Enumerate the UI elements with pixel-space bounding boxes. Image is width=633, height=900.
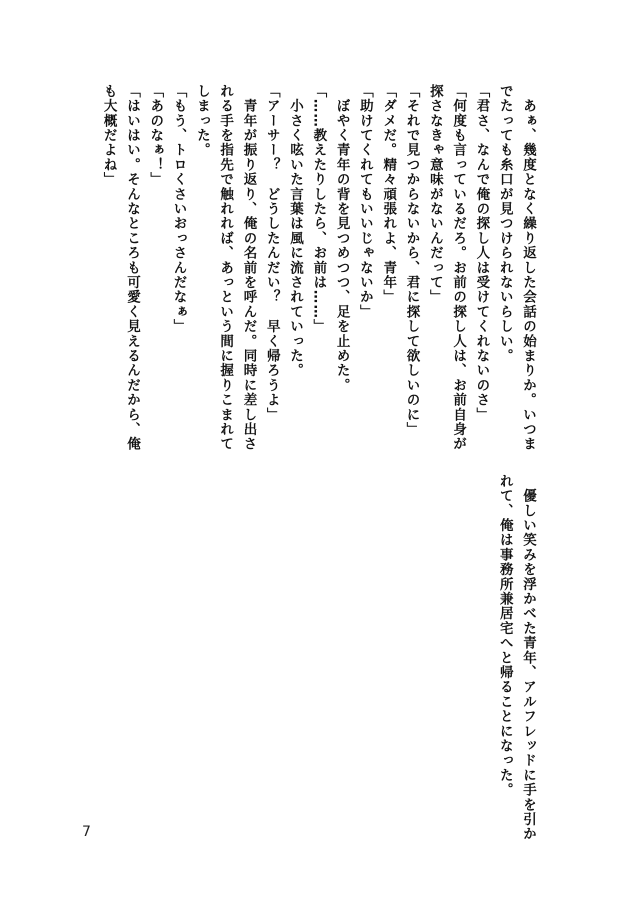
text-line: 「……教えたりしたら、お前は……」 (310, 84, 327, 334)
text-line: 「それで見つからないから、君に探して欲しいのに」 (403, 84, 420, 437)
text-line: 「ダメだ。精々頑張れよ、青年」 (380, 84, 397, 305)
text-line: 「助けてくれてもいいじゃないか」 (356, 84, 373, 320)
text-line: でたっても糸口が見つけられないらしい。 (496, 84, 513, 364)
text-line: れて、俺は事務所兼居宅へと帰ることになった。 (496, 474, 513, 798)
lower-text-block (492, 474, 539, 842)
text-line: あぁ、幾度となく繰り返した会話の始まりか。いつま (520, 84, 536, 452)
text-line: 小さく呟いた言葉は風に流されていった。 (287, 84, 304, 378)
text-line: しまった。 (193, 84, 210, 158)
text-line: も大概だよね」 (100, 84, 117, 187)
text-line: 青年が振り返り、俺の名前を呼んだ。同時に差し出さ (240, 84, 257, 452)
text-line: 優しい笑みを浮かべた青年、アルフレッドに手を引か (520, 474, 536, 842)
text-line: 「あのなぁ！」 (147, 84, 164, 187)
upper-text-block (96, 84, 539, 454)
text-line: 探さなきゃ意味がないんだって」 (426, 84, 443, 305)
text-line: ぼやく青年の背を見つめつつ、足を止めた。 (333, 84, 350, 393)
text-line: れる手を指先で触れれば、あっという間に握りこまれて (217, 84, 234, 452)
text-line: 「もう、トロくさいおっさんだなぁ」 (170, 84, 187, 334)
page-number: 7 (82, 824, 91, 840)
text-line: 「はいはい。そんなところも可愛く見えるんだから、俺 (123, 84, 140, 452)
text-line: 「君さ、なんで俺の探し人は受けてくれないのさ」 (473, 84, 490, 423)
text-line: 「何度も言っているだろ。お前の探し人は、お前自身が (450, 84, 467, 452)
text-line: 「アーサー？ どうしたんだい？ 早く帰ろうよ」 (263, 84, 280, 423)
